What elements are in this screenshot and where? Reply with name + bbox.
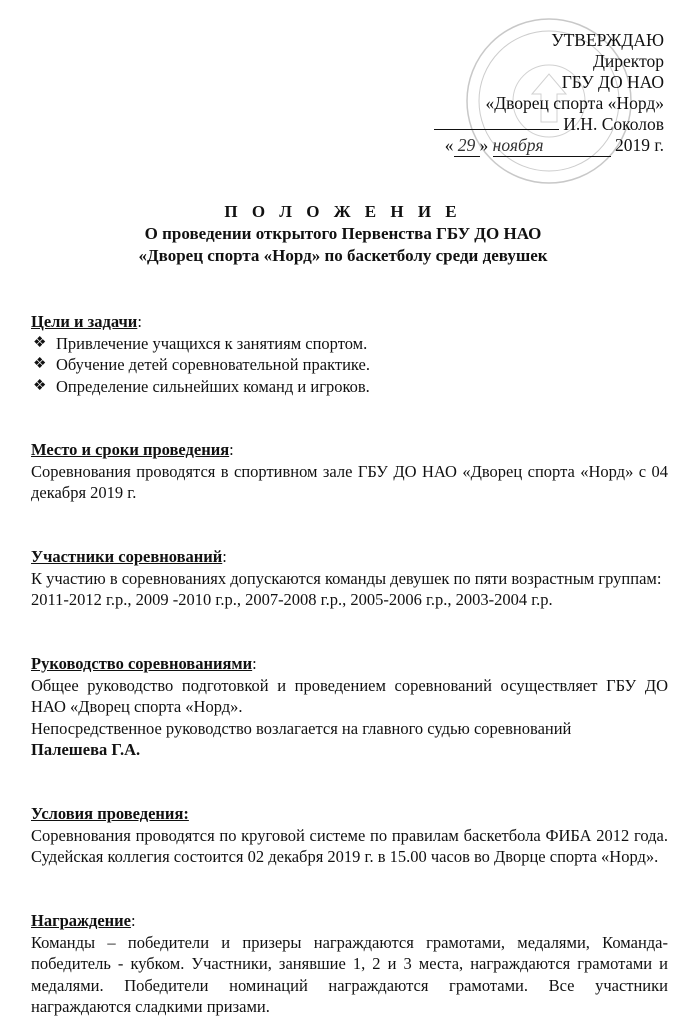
- approval-date-day: 29: [454, 135, 480, 157]
- management-heading: Руководство соревнованиями: [31, 654, 253, 673]
- section-awards: Награждение: Команды – победители и призеры награждаются грамотами, медалями, Команда-победитель - кубком. Участники, занявшие 1, 2 и 3 места, награждаются грамотами и медалями. Победители номинаций награждаются грамотами. Все участники награждаются сладкими призами.: [31, 911, 668, 1016]
- diamond-bullet-icon: ❖: [33, 334, 47, 351]
- participants-heading: Участники соревнований: [31, 547, 223, 566]
- conditions-heading: Условия проведения:: [31, 804, 189, 823]
- diamond-bullet-icon: ❖: [33, 356, 47, 372]
- section-place: Место и сроки проведения: Соревнования проводятся в спортивном зале ГБУ ДО НАО «Дворец спорта «Норд» с 04 декабря 2019 г.: [31, 440, 668, 502]
- approval-date: « 29 » ноября 2019 г.: [444, 135, 664, 155]
- approval-signature-line: [364, 114, 664, 135]
- goals-heading: Цели и задачи: [31, 312, 138, 331]
- place-heading: Место и сроки проведения: [31, 440, 230, 459]
- approval-title: УТВЕРЖДАЮ: [551, 30, 664, 50]
- section-management: Руководство соревнованиями: Общее руководство подготовкой и проведением соревнований осуществляет ГБУ ДО НАО «Дворец спорта «Норд». Непосредственное руководство возлагается на главного судью соревнований Палешева Г.А.: [31, 654, 668, 759]
- goals-list: [31, 333, 668, 398]
- section-conditions: [31, 803, 668, 868]
- management-text-1: Общее руководство подготовкой и проведением соревнований осуществляет ГБУ ДО НАО «Дворец спорта «Норд».: [31, 675, 668, 716]
- awards-text: Команды – победители и призеры награждаются грамотами, медалями, Команда-победитель - кубком. Участники, занявшие 1, 2 и 3 места, награждаются грамотами и медалями. Победители номинаций награждаются грамотами. Все участники награждаются сладкими призами.: [31, 932, 668, 1016]
- list-item: ❖ Привлечение учащихся к занятиям спортом.: [33, 333, 368, 353]
- awards-heading: Награждение: [31, 911, 131, 930]
- document-title: П О Л О Ж Е Н И Е: [224, 202, 462, 221]
- approval-org-name: «Дворец спорта «Норд»: [485, 93, 664, 113]
- approval-org: ГБУ ДО НАО: [561, 72, 664, 92]
- diamond-bullet-icon: ❖: [33, 377, 47, 394]
- approval-date-year: 2019 г.: [615, 135, 664, 155]
- approval-block: [364, 30, 664, 157]
- section-goals: Цели и задачи: ❖ Привлечение учащихся к занятиям спортом. ❖ Обучение детей соревновательной практике. ❖ Определение сильнейших команд и игроков.: [31, 311, 668, 397]
- document-subtitle-2: «Дворец спорта «Норд» по баскетболу среди девушек: [138, 246, 548, 265]
- document-subtitle-1: О проведении открытого Первенства ГБУ ДО НАО: [144, 224, 542, 243]
- list-item: ❖ Обучение детей соревновательной практике.: [33, 355, 370, 374]
- participants-groups: 2011-2012 г.р., 2009 -2010 г.р., 2007-2008 г.р., 2005-2006 г.р., 2003-2004 г.р.: [31, 590, 553, 609]
- participants-text: К участию в соревнованиях допускаются команды девушек по пяти возрастным группам:: [31, 568, 662, 588]
- approval-signer: И.Н. Соколов: [563, 114, 664, 134]
- conditions-text: Соревнования проводятся по круговой системе по правилам баскетбола ФИБА 2012 года. Судейская коллегия состоится 02 декабря 2019 г. в 15.00 часов во Дворце спорта «Норд».: [31, 825, 668, 866]
- approval-date-month: ноября: [493, 135, 611, 157]
- list-item: ❖ Определение сильнейших команд и игроков.: [33, 376, 370, 396]
- section-participants: Участники соревнований: К участию в соревнованиях допускаются команды девушек по пяти возрастным группам: 2011-2012 г.р., 2009 -2010 г.р., 2007-2008 г.р., 2005-2006 г.р., 2003-2004 г.р.: [31, 546, 668, 611]
- management-text-2: Непосредственное руководство возлагается на главного судью соревнований: [31, 718, 572, 738]
- management-judge: Палешева Г.А.: [31, 740, 141, 759]
- approval-position: Директор: [592, 51, 664, 71]
- place-text: Соревнования проводятся в спортивном зале ГБУ ДО НАО «Дворец спорта «Норд» с 04 декабря 2019 г.: [31, 461, 668, 502]
